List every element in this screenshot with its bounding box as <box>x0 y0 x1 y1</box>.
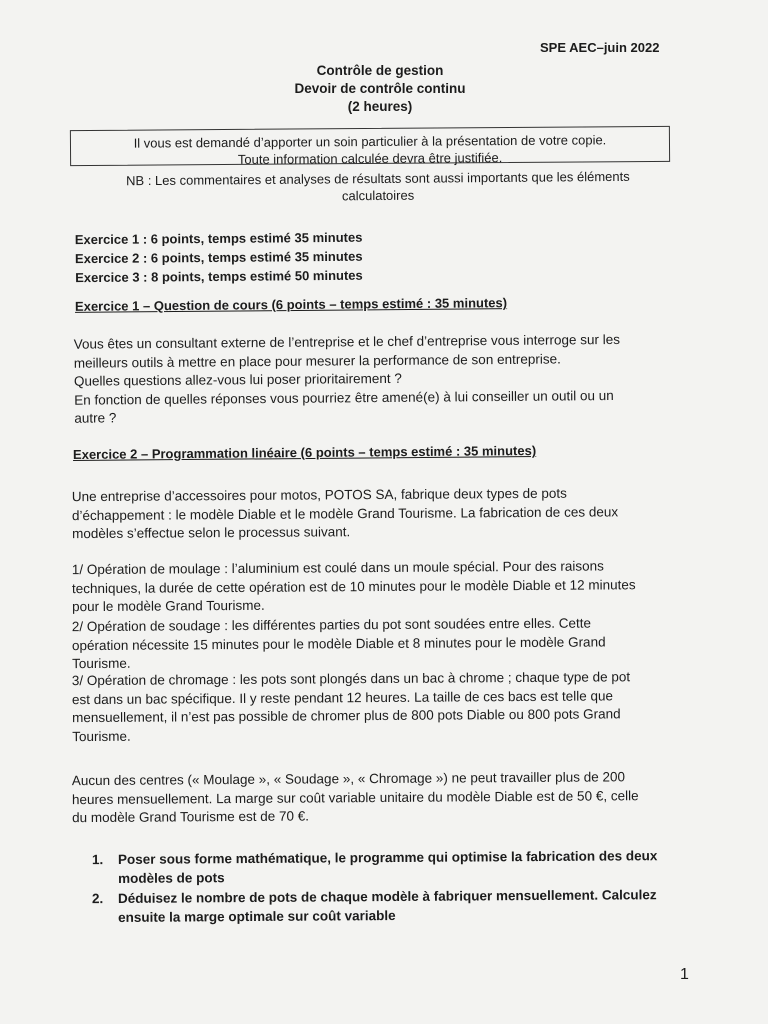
question-2 <box>92 885 702 927</box>
notice-line: Toute information calculée devra être justifiée. <box>237 150 503 167</box>
document-title <box>200 62 560 116</box>
title-line: Devoir de contrôle continu <box>294 81 466 96</box>
text-line: autre ? <box>74 410 117 426</box>
text-line: Déduisez le nombre de pots de chaque modèle à fabriquer mensuellement. Calculez <box>117 887 657 906</box>
exercise-list-item: Exercice 3 : 8 points, temps estimé 50 minutes <box>75 267 363 286</box>
exercise1-text <box>74 330 693 428</box>
text-line: Vous êtes un consultant externe de l’entreprise et le chef d’entreprise vous interroge sur les <box>73 331 621 352</box>
text-line: ensuite la marge optimale sur coût variable <box>118 908 396 925</box>
exercise-list-item: Exercice 2 : 6 points, temps estimé 35 minutes <box>74 248 363 267</box>
exercise2-constraints <box>72 768 690 828</box>
exercise2-intro <box>72 484 690 544</box>
exercise2-heading: Exercice 2 – Programmation linéaire (6 points – temps estimé : 35 minutes) <box>72 442 537 463</box>
text-line: Poser sous forme mathématique, le programme qui optimise la fabrication des deux <box>117 848 658 867</box>
title-line: Contrôle de gestion <box>316 63 444 78</box>
text-line: 1/ Opération de moulage : l’aluminium est coulé dans un moule spécial. Pour des raisons <box>71 558 604 578</box>
header-reference: SPE AEC–juin 2022 <box>540 40 660 55</box>
operation-moulage <box>72 557 690 617</box>
text-line: mensuellement, il n’est pas possible de chromer plus de 800 pots Diable ou 800 pots Grand <box>72 706 621 726</box>
nb-line: NB : Les commentaires et analyses de résultats sont aussi importants que les éléments <box>126 168 630 189</box>
text-line: Une entreprise d’accessoires pour motos, POTOS SA, fabrique deux types de pots <box>71 485 567 505</box>
operation-chromage <box>72 668 691 746</box>
exercise-list-item: Exercice 1 : 6 points, temps estimé 35 minutes <box>74 229 363 248</box>
text-line: Tourisme. <box>72 655 131 672</box>
text-line: du modèle Grand Tourisme est de 70 €. <box>72 808 310 826</box>
nb-line: calculatoires <box>341 187 415 204</box>
exercise1-heading: Exercice 1 – Question de cours (6 points – temps estimé : 35 minutes) <box>74 295 508 314</box>
question-1 <box>92 846 702 888</box>
exercise-list <box>75 226 575 287</box>
text-line: Tourisme. <box>72 728 131 744</box>
title-line: (2 heures) <box>347 99 413 114</box>
text-line: est dans un bac spécifique. Il y reste pendant 12 heures. La taille de ces bacs est telle que <box>71 687 614 707</box>
text-line: modèles s’effectue selon le processus suivant. <box>72 524 351 542</box>
question-text <box>118 846 658 888</box>
text-line: 2/ Opération de soudage : les différentes parties du pot sont soudées entre elles. Cette <box>71 615 592 635</box>
question-text <box>118 885 657 927</box>
operation-soudage <box>72 614 690 674</box>
text-line: modèles de pots <box>118 870 225 886</box>
nb-note <box>78 167 678 206</box>
text-line: opération nécessite 15 minutes pour le modèle Diable et 8 minutes pour le modèle Grand <box>71 633 606 653</box>
notice-line: Il vous est demandé d’apporter un soin particulier à la présentation de votre copie. <box>133 132 607 151</box>
page-number: 1 <box>680 966 689 983</box>
text-line: d’échappement : le modèle Diable et le modèle Grand Tourisme. La fabrication de ces deux <box>71 503 619 523</box>
notice-box <box>70 126 670 166</box>
question-number: 1. <box>91 852 104 868</box>
text-line: heures mensuellement. La marge sur coût variable unitaire du modèle Diable est de 50 €, celle <box>71 787 639 807</box>
text-line: pour le modèle Grand Tourisme. <box>72 597 265 615</box>
question-number: 2. <box>91 891 104 907</box>
text-line: techniques, la durée de cette opération est de 10 minutes pour le modèle Diable et 12 minutes <box>71 576 636 596</box>
text-line: Quelles questions allez-vous lui poser prioritairement ? <box>73 370 402 389</box>
text-line: 3/ Opération de chromage : les pots sont plongés dans un bac à chrome ; chaque type de pot <box>71 669 631 689</box>
text-line: En fonction de quelles réponses vous pourriez être amené(e) à lui conseiller un outil ou un <box>74 387 614 408</box>
text-line: Aucun des centres (« Moulage », « Soudage », « Chromage ») ne peut travailler plus de 200 <box>71 769 626 789</box>
text-line: meilleurs outils à mettre en place pour mesurer la performance de son entreprise. <box>73 350 561 371</box>
